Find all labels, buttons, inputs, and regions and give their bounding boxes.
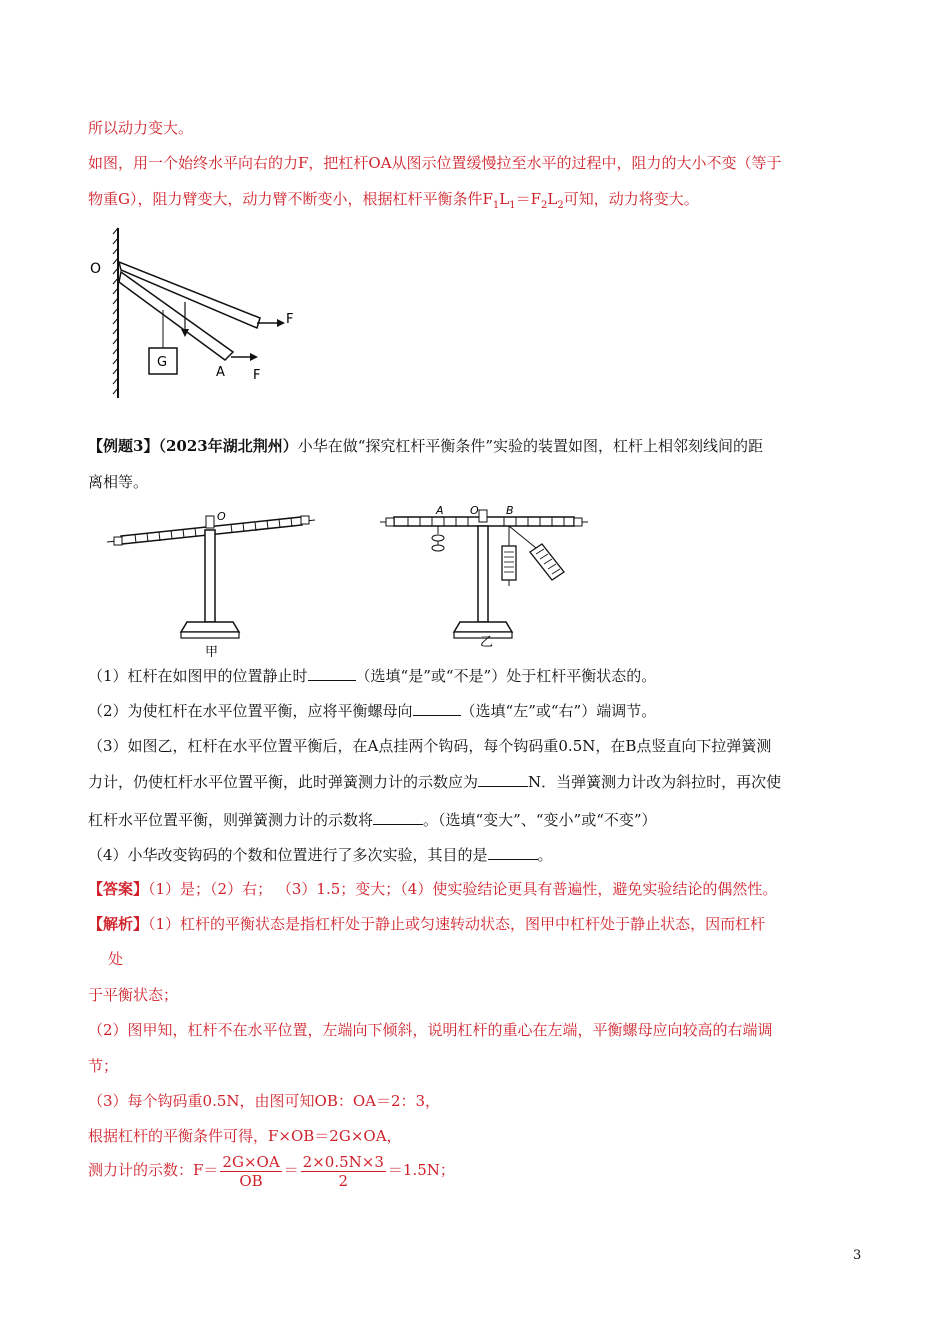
- text-segment: 。（选填“变大”、“变小”或“不变”）: [423, 811, 657, 829]
- example-title: 例题3: [103, 437, 144, 455]
- denominator: 2: [338, 1171, 349, 1190]
- bracket-close: 】: [143, 437, 159, 455]
- stand-base: [454, 622, 512, 632]
- label-b: B: [506, 504, 514, 517]
- label-g: G: [157, 355, 168, 370]
- stand-pole: [205, 530, 215, 622]
- text-line: 离相等。: [88, 473, 149, 491]
- lever-figure-yi: [378, 502, 593, 657]
- label-a: A: [216, 365, 225, 380]
- bracket-open: 【: [88, 437, 104, 455]
- subscript: 2: [557, 200, 564, 211]
- lever-wall-figure: [85, 220, 315, 400]
- label-o: O: [90, 261, 102, 277]
- text-segment: （选填“是”或“不是”）处于杠杆平衡状态的。: [355, 667, 657, 685]
- numerator: 2×0.5N×3: [302, 1152, 384, 1171]
- text-segment: ＝F: [515, 190, 542, 208]
- stand-pole: [478, 526, 488, 622]
- fraction: [220, 1153, 281, 1190]
- formula-line: [88, 1152, 455, 1190]
- example-heading: [88, 436, 763, 456]
- text-line: （3）每个钩码重0.5N，由图可知OB：OA＝2：3，: [88, 1092, 441, 1110]
- answer-line: [88, 879, 777, 899]
- text-segment: （2）为使杠杆在水平位置平衡，应将平衡螺母向: [88, 702, 413, 720]
- balance-nut-right: [574, 518, 582, 526]
- text-segment: 杠杆水平位置平衡，则弹簧测力计的示数将: [88, 811, 374, 829]
- balance-nut-left: [114, 537, 122, 545]
- question-2: [88, 701, 656, 721]
- question-3-cont: [88, 810, 657, 830]
- text-segment: ＝1.5N；: [387, 1161, 455, 1179]
- text-segment: 可知，动力将变大。: [563, 190, 699, 208]
- text-segment: （1）杠杆在如图甲的位置静止时: [88, 667, 308, 685]
- text-segment: 测力计的示数：F＝: [88, 1161, 219, 1179]
- answer-label: 【答案】: [88, 880, 149, 898]
- example-text: 小华在做“探究杠杆平衡条件”实验的装置如图，杠杆上相邻刻线间的距: [297, 437, 764, 455]
- text-segment: L: [547, 190, 558, 208]
- caption-jia: 甲: [205, 645, 219, 657]
- answer-blank[interactable]: [373, 810, 423, 825]
- stand-base: [181, 622, 239, 632]
- label-o: O: [217, 510, 226, 523]
- text-line: 根据杠杆的平衡条件可得，F×OB＝2G×OA，: [88, 1127, 402, 1145]
- balance-nut-left: [386, 518, 394, 526]
- hook-weight: [432, 535, 444, 541]
- example-source: （2023年湖北荆州）: [158, 437, 298, 455]
- text-line: （2）图甲知，杠杆不在水平位置，左端向下倾斜，说明杠杆的重心在左端，平衡螺母应向较高的右端调: [88, 1021, 773, 1039]
- question-4: [88, 845, 553, 865]
- text-segment: 。: [537, 846, 553, 864]
- answer-blank[interactable]: [308, 666, 356, 681]
- balance-nut-right: [301, 516, 309, 524]
- denominator: OB: [239, 1171, 263, 1190]
- text-segment: 物重G），阻力臂变大，动力臂不断变小，根据杠杆平衡条件F: [88, 190, 493, 208]
- text-segment: ＝: [283, 1161, 299, 1179]
- text-line: 所以动力变大。: [88, 119, 194, 137]
- analysis-label: 【解析】: [88, 915, 149, 933]
- subscript: 2: [541, 200, 548, 211]
- label-o: O: [470, 504, 479, 517]
- caption-yi: 乙: [480, 635, 494, 650]
- label-a: A: [436, 504, 444, 517]
- text-line: 节；: [88, 1057, 119, 1075]
- answer-blank[interactable]: [488, 845, 538, 860]
- arrow-head: [277, 319, 285, 327]
- analysis-text: （1）杠杆的平衡状态是指杠杆处于静止或匀速转动状态，图甲中杠杆处于静止状态，因而杠杆: [148, 915, 766, 933]
- question-1: [88, 666, 656, 686]
- text-segment: （选填“左”或“右”）端调节。: [460, 702, 657, 720]
- fraction: [301, 1153, 386, 1190]
- text-line: 如图，用一个始终水平向右的力F，把杠杆OA从图示位置缓慢拉至水平的过程中，阻力的大小不变（等于: [88, 154, 782, 172]
- spring-scale-vertical: [502, 546, 516, 580]
- question-3: （3）如图乙，杠杆在水平位置平衡后，在A点挂两个钩码，每个钩码重0.5N，在B点竖直向下拉弹簧测: [88, 737, 772, 755]
- page-number: 3: [853, 1248, 862, 1263]
- hook-weight: [432, 545, 444, 551]
- pivot: [479, 510, 487, 522]
- text-line: 处: [108, 950, 124, 968]
- label-f-lower: F: [253, 368, 261, 383]
- answer-text: （1）是；（2）右； （3）1.5；变大；（4）使实验结论更具有普遍性，避免实验结论的偶然性。: [148, 880, 778, 898]
- numerator: 2G×OA: [222, 1152, 280, 1171]
- pivot: [206, 516, 214, 528]
- scale-string: [509, 526, 536, 548]
- answer-blank[interactable]: [413, 701, 461, 716]
- lever-figure-jia: [105, 502, 320, 657]
- question-3-cont: [88, 772, 781, 792]
- analysis-line: [88, 914, 765, 934]
- text-line: [88, 189, 699, 216]
- answer-blank[interactable]: [478, 772, 528, 787]
- stand-base-front: [181, 632, 239, 638]
- text-segment: （4）小华改变钩码的个数和位置进行了多次实验，其目的是: [88, 846, 488, 864]
- subscript: 1: [492, 200, 500, 211]
- subscript: 1: [509, 200, 516, 211]
- arrow-head: [250, 353, 258, 361]
- text-line: 于平衡状态；: [88, 986, 179, 1004]
- text-segment: N．当弹簧测力计改为斜拉时，再次使: [528, 773, 782, 791]
- text-segment: L: [499, 190, 510, 208]
- text-segment: 力计，仍使杠杆水平位置平衡，此时弹簧测力计的示数应为: [88, 773, 479, 791]
- label-f-upper: F: [286, 312, 294, 327]
